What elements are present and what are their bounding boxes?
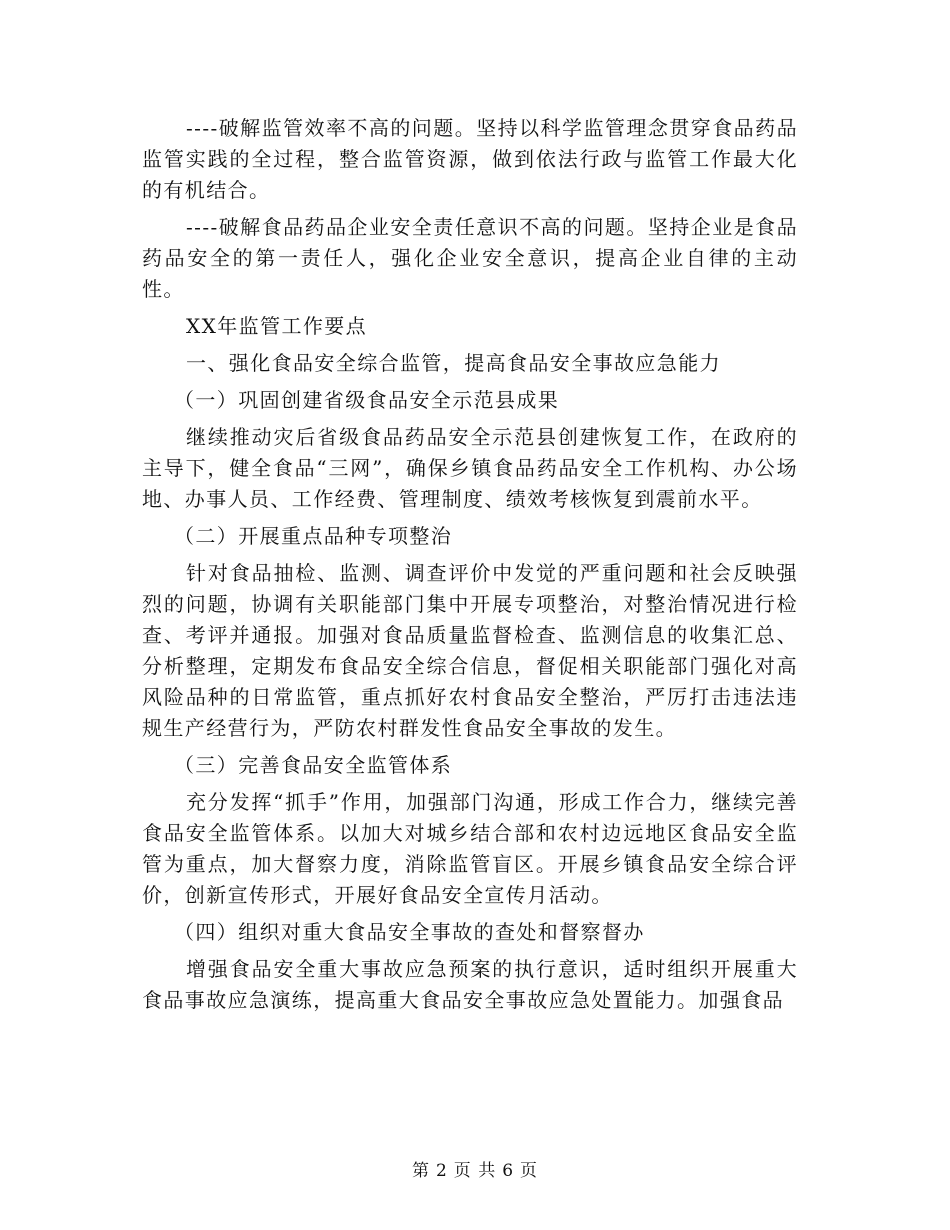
paragraph: 针对食品抽检、监测、调查评价中发觉的严重问题和社会反映强烈的问题，协调有关职能部门集中开展专项整治，对整治情况进行检查、考评并通报。加强对食品质量监督检查、监测信息的收集汇总、分析整理，定期发布食品安全综合信息，督促相关职能部门强化对高风险品种的日常监管，重点抓好农村食品安全整治，严厉打击违法违规生产经营行为，严防农村群发性食品安全事故的发生。 bbox=[142, 561, 798, 740]
paragraph: 继续推动灾后省级食品药品安全示范县创建恢复工作，在政府的主导下，健全食品“三网”，确保乡镇食品药品安全工作机构、办公场地、办事人员、工作经费、管理制度、绩效考核恢复到震前水平。 bbox=[142, 425, 798, 511]
paragraph: ----破解食品药品企业安全责任意识不高的问题。坚持企业是食品药品安全的第一责任人，强化企业安全意识，提高企业自律的主动性。 bbox=[142, 215, 798, 301]
subsection-heading: （四）组织对重大食品安全事故的查处和督察督办 bbox=[174, 920, 645, 944]
page-number: 2 bbox=[435, 1161, 448, 1181]
subsection-heading: （一）巩固创建省级食品安全示范县成果 bbox=[174, 388, 560, 412]
footer-prefix: 第 bbox=[411, 1161, 430, 1181]
subsection-heading: （三）完善食品安全监管体系 bbox=[174, 753, 453, 777]
page-total: 6 bbox=[502, 1161, 515, 1181]
section-heading: 一、强化食品安全综合监管，提高食品安全事故应急能力 bbox=[186, 351, 721, 375]
section-title: XX年监管工作要点 bbox=[186, 314, 368, 338]
paragraph: ----破解监管效率不高的问题。坚持以科学监管理念贯穿食品药品监管实践的全过程，整合监管资源，做到依法行政与监管工作最大化的有机结合。 bbox=[142, 116, 798, 202]
page-footer bbox=[0, 1156, 950, 1181]
footer-suffix: 页 bbox=[520, 1161, 539, 1181]
paragraph: 增强食品安全重大事故应急预案的执行意识，适时组织开展重大食品事故应急演练，提高重大食品安全事故应急处置能力。加强食品 bbox=[142, 957, 798, 1012]
footer-middle: 页 共 bbox=[453, 1161, 497, 1181]
subsection-heading: （二）开展重点品种专项整治 bbox=[174, 524, 453, 548]
document-body bbox=[142, 113, 798, 1022]
paragraph: 充分发挥“抓手”作用，加强部门沟通，形成工作合力，继续完善食品安全监管体系。以加大对城乡结合部和农村边远地区食品安全监管为重点，加大督察力度，消除监管盲区。开展乡镇食品安全综合评价，创新宣传形式，开展好食品安全宣传月活动。 bbox=[142, 790, 798, 907]
